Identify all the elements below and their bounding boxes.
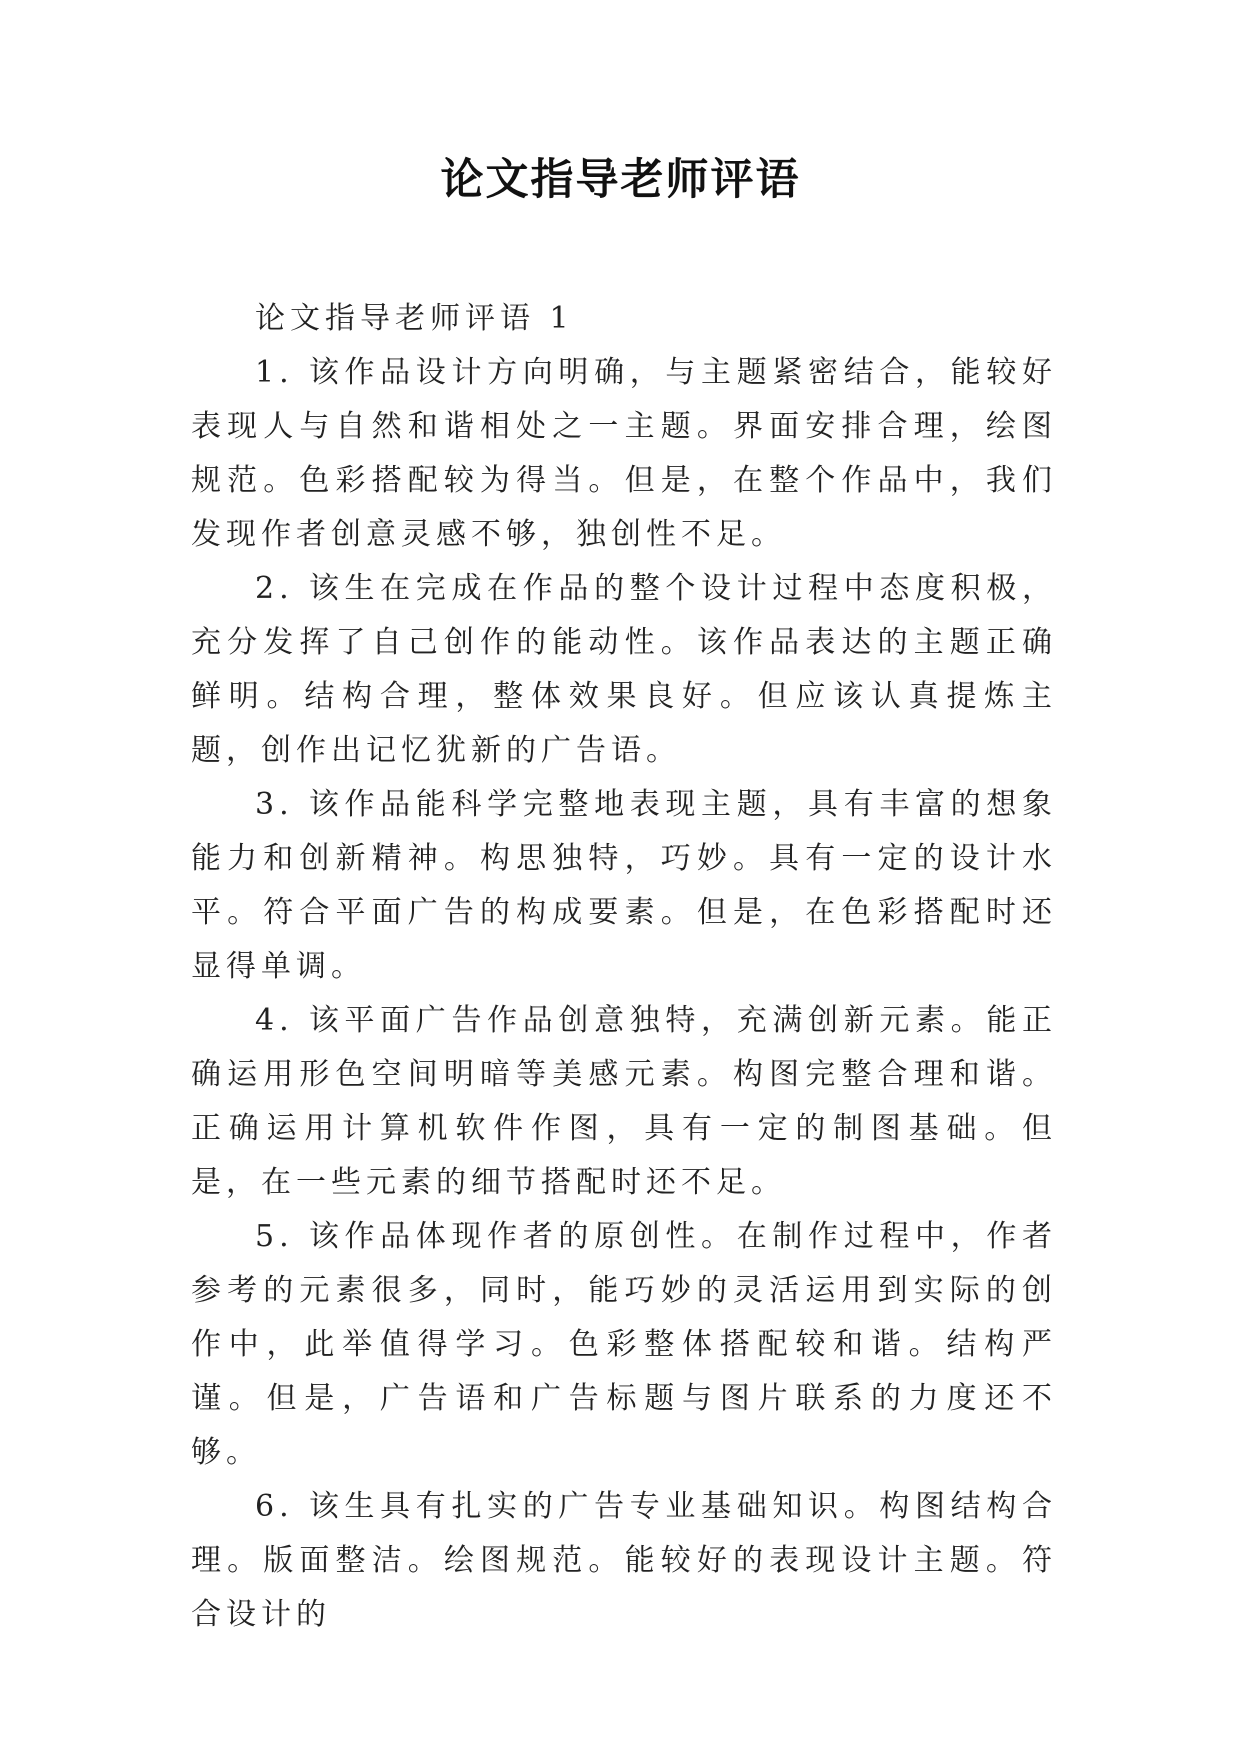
- section-heading: 论文指导老师评语 1: [255, 301, 574, 336]
- comment-paragraph-2: 2. 该生在完成在作品的整个设计过程中态度积极，充分发挥了自己创作的能动性。该作品表达的主题正确鲜明。结构合理，整体效果良好。但应该认真提炼主题，创作出记忆犹新的广告语。: [191, 571, 1057, 768]
- comment-paragraph-1: 1. 该作品设计方向明确，与主题紧密结合，能较好表现人与自然和谐相处之一主题。界面安排合理，绘图规范。色彩搭配较为得当。但是，在整个作品中，我们发现作者创意灵感不够，独创性不足。: [191, 355, 1057, 552]
- comment-paragraph-3: 3. 该作品能科学完整地表现主题，具有丰富的想象能力和创新精神。构思独特，巧妙。具有一定的设计水平。符合平面广告的构成要素。但是，在色彩搭配时还显得单调。: [191, 787, 1057, 984]
- comment-paragraph-4: 4. 该平面广告作品创意独特，充满创新元素。能正确运用形色空间明暗等美感元素。构图完整合理和谐。正确运用计算机软件作图，具有一定的制图基础。但是，在一些元素的细节搭配时还不足。: [191, 1003, 1057, 1200]
- comment-paragraph-6: 6. 该生具有扎实的广告专业基础知识。构图结构合理。版面整洁。绘图规范。能较好的表现设计主题。符合设计的: [191, 1489, 1057, 1632]
- document-body: [191, 292, 1057, 1642]
- document-title: 论文指导老师评语: [440, 155, 801, 205]
- comment-paragraph-5: 5. 该作品体现作者的原创性。在制作过程中，作者参考的元素很多，同时，能巧妙的灵活运用到实际的创作中，此举值得学习。色彩整体搭配较和谐。结构严谨。但是，广告语和广告标题与图片联系的力度还不够。: [191, 1219, 1057, 1470]
